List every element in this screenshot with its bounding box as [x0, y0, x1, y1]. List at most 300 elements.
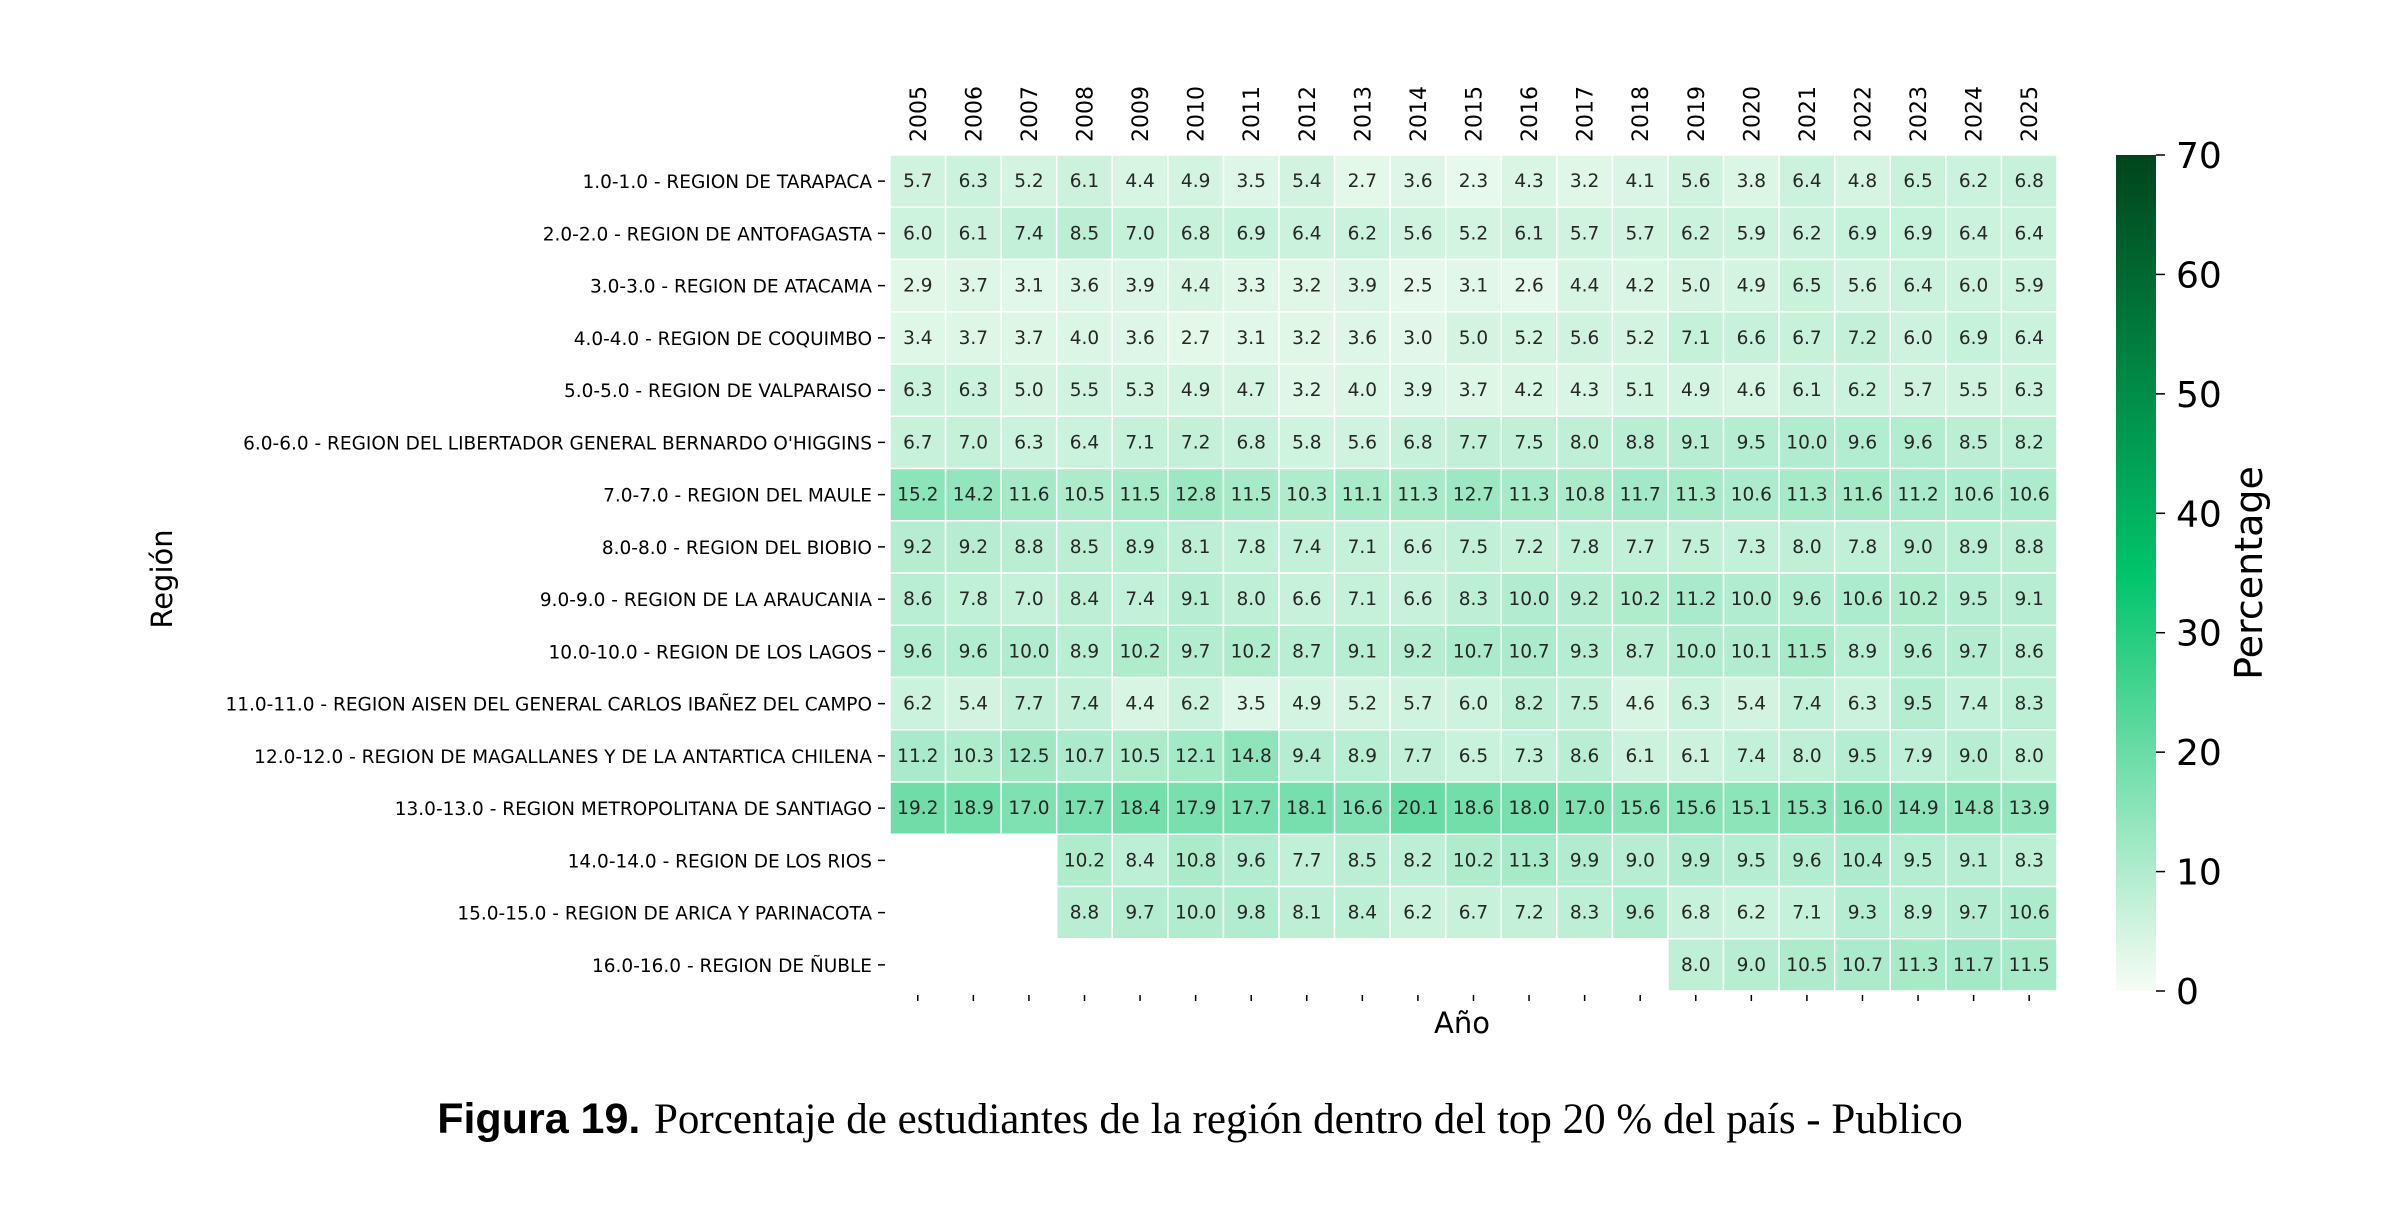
cell-value-label: 3.4 [903, 327, 933, 349]
cell-value-label: 11.6 [1008, 484, 1050, 506]
cell-value-label: 4.9 [1180, 171, 1211, 193]
cell-value-label: 11.2 [1897, 484, 1939, 506]
cell-value-label: 7.3 [1736, 536, 1767, 558]
cell-value-label: 4.4 [1180, 275, 1211, 297]
cell-value-label: 9.5 [1903, 850, 1933, 872]
cell-value-label: 6.8 [1236, 432, 1266, 454]
cell-value-label: 7.7 [1625, 536, 1655, 558]
cell-value-label: 8.3 [1569, 902, 1600, 924]
cell-value-label: 11.2 [1675, 589, 1717, 611]
cell-value-label: 17.7 [1063, 798, 1106, 820]
cell-value-label: 8.4 [1347, 902, 1378, 924]
x-tick-label: 2023 [1907, 86, 1933, 142]
x-tick-label: 2025 [2018, 86, 2044, 142]
cell-value-label: 8.0 [1569, 432, 1600, 454]
cell-value-label: 9.6 [1792, 589, 1822, 611]
y-tick-label: 13.0-13.0 - REGION METROPOLITANA DE SANTIAGO [394, 799, 872, 821]
x-tick-label: 2014 [1406, 86, 1432, 142]
cell-value-label: 7.4 [1736, 745, 1767, 767]
cell-value-label: 8.1 [1292, 902, 1322, 924]
cell-value-label: 8.2 [2014, 432, 2044, 454]
cell-value-label: 17.0 [1008, 798, 1050, 820]
cell-value-label: 8.3 [2014, 693, 2044, 715]
cell-value-label: 10.0 [1008, 641, 1050, 663]
cell-value-label: 6.2 [1792, 223, 1822, 245]
cell-value-label: 6.3 [958, 171, 989, 193]
cell-value-label: 6.1 [1514, 223, 1544, 245]
cell-value-label: 11.3 [1675, 484, 1717, 506]
cell-value-label: 6.0 [1958, 275, 1989, 297]
cell-value-label: 3.7 [1458, 380, 1489, 402]
y-tick-label: 3.0-3.0 - REGION DE ATACAMA [590, 276, 872, 298]
cell-value-label: 9.2 [903, 536, 933, 558]
cell-value-label: 8.5 [1069, 536, 1100, 558]
cell-value-label: 9.9 [1569, 850, 1600, 872]
cell-value-label: 9.5 [1736, 432, 1767, 454]
x-axis-title: Año [1434, 1006, 1490, 1040]
cell-value-label: 6.8 [2014, 171, 2044, 193]
cell-value-label: 9.6 [903, 641, 933, 663]
cell-value-label: 10.2 [1619, 589, 1661, 611]
x-tick-label: 2021 [1795, 86, 1821, 142]
cell-value-label: 7.3 [1514, 745, 1544, 767]
y-tick-label: 15.0-15.0 - REGION DE ARICA Y PARINACOTA [457, 903, 872, 925]
cell-value-label: 9.6 [1236, 850, 1266, 872]
cell-value-label: 5.4 [1736, 693, 1767, 715]
cell-value-label: 3.3 [1236, 275, 1266, 297]
cell-value-label: 6.9 [1236, 223, 1266, 245]
cell-value-label: 6.0 [1458, 693, 1489, 715]
colorbar-tick-label: 50 [2176, 374, 2222, 416]
cell-value-label: 9.7 [1958, 902, 1989, 924]
cell-value-label: 6.1 [1069, 171, 1100, 193]
cell-value-label: 6.1 [1625, 745, 1655, 767]
colorbar-tick-label: 70 [2176, 136, 2222, 177]
y-tick-label: 2.0-2.0 - REGION DE ANTOFAGASTA [542, 224, 872, 246]
cell-value-label: 8.0 [1681, 954, 1711, 976]
cell-value-label: 15.6 [1619, 798, 1661, 820]
cell-value-label: 3.6 [1403, 171, 1433, 193]
cell-value-label: 6.4 [2014, 223, 2044, 245]
cell-value-label: 7.4 [1125, 589, 1155, 611]
cell-value-label: 5.3 [1125, 380, 1155, 402]
cell-value-label: 8.5 [1958, 432, 1989, 454]
cell-value-label: 10.7 [1508, 641, 1550, 663]
x-tick-label: 2011 [1240, 86, 1266, 142]
cell-value-label: 17.0 [1564, 798, 1606, 820]
x-tick-label: 2018 [1629, 86, 1655, 142]
cell-value-label: 6.8 [1403, 432, 1433, 454]
cell-value-label: 2.3 [1458, 171, 1489, 193]
cell-value-label: 6.1 [1792, 380, 1822, 402]
y-axis-title: Región [145, 529, 179, 629]
cell-value-label: 12.1 [1175, 745, 1217, 767]
cell-value-label: 10.7 [1452, 641, 1495, 663]
cell-value-label: 9.3 [1847, 902, 1878, 924]
colorbar-tick-label: 40 [2176, 494, 2222, 536]
cell-value-label: 9.6 [1903, 641, 1933, 663]
cell-value-label: 4.0 [1069, 327, 1100, 349]
cell-value-label: 15.3 [1786, 798, 1828, 820]
cell-value-label: 9.2 [1403, 641, 1433, 663]
cell-value-label: 8.9 [1069, 641, 1100, 663]
cell-value-label: 11.5 [1230, 484, 1272, 506]
cell-value-label: 7.8 [958, 589, 989, 611]
cell-value-label: 6.2 [1180, 693, 1211, 715]
cell-value-label: 4.8 [1847, 171, 1878, 193]
cell-value-label: 9.7 [1958, 641, 1989, 663]
cell-value-label: 3.2 [1569, 171, 1600, 193]
x-tick-label: 2017 [1573, 86, 1599, 142]
cell-value-label: 6.3 [958, 380, 989, 402]
cell-value-label: 7.5 [1569, 693, 1600, 715]
cell-value-label: 7.9 [1903, 745, 1933, 767]
colorbar [2116, 155, 2156, 991]
cell-value-label: 5.6 [1847, 275, 1878, 297]
cell-value-label: 9.5 [1903, 693, 1933, 715]
cell-value-label: 7.0 [958, 432, 989, 454]
cell-value-label: 3.7 [958, 275, 989, 297]
cell-value-label: 9.8 [1236, 902, 1266, 924]
cell-value-label: 5.9 [2014, 275, 2044, 297]
cell-value-label: 8.6 [1569, 745, 1600, 767]
cell-value-label: 7.2 [1514, 902, 1544, 924]
cell-value-label: 9.5 [1958, 589, 1989, 611]
cell-value-label: 6.4 [1903, 275, 1933, 297]
cell-value-label: 5.7 [1625, 223, 1655, 245]
cell-value-label: 4.6 [1625, 693, 1655, 715]
cell-value-label: 4.9 [1180, 380, 1211, 402]
x-tick-label: 2007 [1017, 86, 1043, 142]
cell-value-label: 9.6 [1847, 432, 1878, 454]
cell-value-label: 8.8 [1625, 432, 1655, 454]
cell-value-label: 6.2 [1736, 902, 1767, 924]
cell-value-label: 19.2 [897, 798, 939, 820]
cell-value-label: 11.5 [1119, 484, 1161, 506]
cell-value-label: 11.6 [1841, 484, 1884, 506]
cell-value-label: 8.0 [1792, 745, 1822, 767]
cell-value-label: 7.7 [1292, 850, 1322, 872]
cell-value-label: 7.0 [1014, 589, 1044, 611]
cell-value-label: 3.2 [1292, 380, 1322, 402]
cell-value-label: 8.5 [1347, 850, 1378, 872]
cell-value-label: 10.6 [2008, 484, 2050, 506]
cell-value-label: 10.7 [1063, 745, 1106, 767]
cell-value-label: 6.4 [1792, 171, 1822, 193]
cell-value-label: 3.8 [1736, 171, 1767, 193]
cell-value-label: 10.1 [1730, 641, 1772, 663]
cell-value-label: 4.4 [1569, 275, 1600, 297]
cell-value-label: 5.7 [1569, 223, 1600, 245]
y-tick-label: 4.0-4.0 - REGION DE COQUIMBO [573, 328, 872, 350]
cell-value-label: 9.9 [1681, 850, 1711, 872]
cell-value-label: 7.1 [1681, 327, 1711, 349]
cell-value-label: 5.0 [1681, 275, 1711, 297]
cell-value-label: 2.5 [1403, 275, 1433, 297]
cell-value-label: 8.1 [1180, 536, 1211, 558]
cell-value-label: 14.8 [1230, 745, 1272, 767]
cell-value-label: 9.6 [958, 641, 989, 663]
cell-value-label: 5.7 [1903, 380, 1933, 402]
colorbar-ticks [2156, 136, 2222, 1013]
cell-value-label: 3.1 [1014, 275, 1044, 297]
cell-value-label: 10.8 [1564, 484, 1606, 506]
cell-value-label: 8.0 [1236, 589, 1266, 611]
cell-value-label: 4.4 [1125, 171, 1155, 193]
cell-value-label: 9.1 [1180, 589, 1211, 611]
cell-value-label: 10.6 [1953, 484, 1995, 506]
cell-value-label: 3.2 [1292, 275, 1322, 297]
cell-value-label: 10.5 [1786, 954, 1828, 976]
cell-value-label: 4.6 [1736, 380, 1767, 402]
cell-value-label: 6.3 [903, 380, 933, 402]
x-tick-label: 2010 [1184, 86, 1210, 142]
cell-value-label: 13.9 [2008, 798, 2050, 820]
cell-value-label: 20.1 [1397, 798, 1439, 820]
cell-value-label: 7.4 [1958, 693, 1989, 715]
x-tick-label: 2019 [1684, 86, 1710, 142]
cell-value-label: 10.3 [1286, 484, 1328, 506]
cell-value-label: 5.2 [1014, 171, 1044, 193]
cell-value-label: 9.1 [1347, 641, 1378, 663]
cell-value-label: 2.7 [1347, 171, 1378, 193]
cell-value-label: 9.2 [958, 536, 989, 558]
cell-value-label: 5.2 [1514, 327, 1544, 349]
cell-value-label: 2.9 [903, 275, 933, 297]
cell-value-label: 8.9 [1125, 536, 1155, 558]
cell-value-label: 6.3 [1847, 693, 1878, 715]
cell-value-label: 3.6 [1347, 327, 1378, 349]
cell-value-label: 7.7 [1403, 745, 1433, 767]
cell-value-label: 7.4 [1292, 536, 1322, 558]
cell-value-label: 10.4 [1841, 850, 1884, 872]
cell-value-label: 7.7 [1014, 693, 1044, 715]
cell-value-label: 6.2 [903, 693, 933, 715]
cell-value-label: 2.7 [1180, 327, 1211, 349]
cell-value-label: 8.2 [1403, 850, 1433, 872]
cell-value-label: 7.2 [1180, 432, 1211, 454]
cell-value-label: 5.6 [1347, 432, 1378, 454]
cell-value-label: 6.0 [903, 223, 933, 245]
cell-value-label: 3.1 [1236, 327, 1266, 349]
cell-value-label: 10.2 [1897, 589, 1939, 611]
cell-value-label: 5.5 [1958, 380, 1989, 402]
cell-value-label: 11.3 [1786, 484, 1828, 506]
cell-value-label: 4.7 [1236, 380, 1266, 402]
cell-value-label: 9.7 [1180, 641, 1211, 663]
cell-value-label: 6.7 [1458, 902, 1489, 924]
cell-value-label: 9.4 [1292, 745, 1322, 767]
cell-value-label: 14.2 [952, 484, 994, 506]
cell-value-label: 7.1 [1347, 589, 1378, 611]
y-tick-label: 7.0-7.0 - REGION DEL MAULE [603, 485, 872, 507]
y-axis-ticks [225, 172, 885, 977]
cell-value-label: 17.9 [1175, 798, 1217, 820]
cell-value-label: 3.7 [958, 327, 989, 349]
cell-value-label: 4.3 [1514, 171, 1544, 193]
cell-value-label: 8.9 [1903, 902, 1933, 924]
cell-value-label: 5.1 [1625, 380, 1655, 402]
cell-value-label: 8.7 [1625, 641, 1655, 663]
cell-value-label: 6.9 [1958, 327, 1989, 349]
cell-value-label: 18.9 [952, 798, 994, 820]
colorbar-tick-label: 10 [2176, 852, 2222, 894]
cell-value-label: 3.9 [1347, 275, 1378, 297]
cell-value-label: 10.2 [1119, 641, 1161, 663]
cell-value-label: 14.9 [1897, 798, 1939, 820]
cell-value-label: 5.0 [1458, 327, 1489, 349]
cell-value-label: 8.8 [1014, 536, 1044, 558]
cell-value-label: 6.8 [1180, 223, 1211, 245]
cell-value-label: 6.6 [1403, 589, 1433, 611]
cell-value-label: 3.2 [1292, 327, 1322, 349]
cell-value-label: 16.0 [1841, 798, 1884, 820]
figure-label: Figura 19. [437, 1095, 641, 1143]
cell-value-label: 10.6 [2008, 902, 2050, 924]
cell-value-label: 6.4 [1292, 223, 1322, 245]
cell-value-label: 9.1 [1958, 850, 1989, 872]
cell-value-label: 4.3 [1569, 380, 1600, 402]
cell-value-label: 8.7 [1292, 641, 1322, 663]
cell-value-label: 5.2 [1625, 327, 1655, 349]
cell-value-label: 9.6 [1903, 432, 1933, 454]
cell-value-label: 11.3 [1508, 850, 1550, 872]
x-tick-label: 2015 [1462, 86, 1488, 142]
cell-value-label: 18.4 [1119, 798, 1161, 820]
cell-value-label: 7.5 [1514, 432, 1544, 454]
cell-value-label: 11.3 [1397, 484, 1439, 506]
cell-value-label: 3.7 [1014, 327, 1044, 349]
cell-value-label: 7.7 [1458, 432, 1489, 454]
cell-value-label: 7.1 [1125, 432, 1155, 454]
y-tick-label: 16.0-16.0 - REGION DE ÑUBLE [592, 955, 872, 977]
x-tick-label: 2008 [1073, 86, 1099, 142]
figure-caption-text: Porcentaje de estudiantes de la región dentro del top 20 % del país - Publico [654, 1096, 1963, 1143]
cell-value-label: 18.6 [1452, 798, 1495, 820]
cell-value-label: 5.8 [1292, 432, 1322, 454]
cell-value-label: 6.3 [1681, 693, 1711, 715]
y-tick-label: 8.0-8.0 - REGION DEL BIOBIO [601, 537, 872, 559]
cell-value-label: 3.5 [1236, 171, 1266, 193]
cell-value-label: 5.4 [1292, 171, 1322, 193]
cell-value-label: 9.6 [1625, 902, 1655, 924]
cell-value-label: 5.0 [1014, 380, 1044, 402]
colorbar-tick-label: 0 [2176, 972, 2199, 1013]
cell-value-label: 6.7 [1792, 327, 1822, 349]
x-tick-label: 2006 [962, 86, 988, 142]
cell-value-label: 6.4 [2014, 327, 2044, 349]
cell-value-label: 9.2 [1569, 589, 1600, 611]
y-tick-label: 11.0-11.0 - REGION AISEN DEL GENERAL CARLOS IBAÑEZ DEL CAMPO [225, 694, 872, 716]
cell-value-label: 3.6 [1069, 275, 1100, 297]
cell-value-label: 8.9 [1958, 536, 1989, 558]
x-tick-label: 2022 [1851, 86, 1877, 142]
cell-value-label: 7.1 [1347, 536, 1378, 558]
cell-value-label: 6.2 [1958, 171, 1989, 193]
cell-value-label: 8.9 [1347, 745, 1378, 767]
cell-value-label: 11.1 [1341, 484, 1383, 506]
cell-value-label: 8.8 [1069, 902, 1100, 924]
y-tick-label: 5.0-5.0 - REGION DE VALPARAISO [564, 381, 872, 403]
cell-value-label: 6.3 [2014, 380, 2044, 402]
cell-value-label: 6.4 [1958, 223, 1989, 245]
cell-value-label: 12.8 [1175, 484, 1217, 506]
cell-value-label: 8.9 [1847, 641, 1878, 663]
cell-value-label: 6.0 [1903, 327, 1933, 349]
cell-value-label: 10.3 [952, 745, 994, 767]
y-tick-label: 9.0-9.0 - REGION DE LA ARAUCANIA [539, 590, 872, 612]
cell-value-label: 6.3 [1014, 432, 1044, 454]
cell-value-label: 8.8 [2014, 536, 2044, 558]
cell-value-label: 11.3 [1897, 954, 1939, 976]
cell-value-label: 11.7 [1619, 484, 1661, 506]
x-tick-label: 2013 [1351, 86, 1377, 142]
cell-value-label: 10.2 [1452, 850, 1495, 872]
cell-value-label: 10.6 [1841, 589, 1884, 611]
colorbar-tick-label: 30 [2176, 613, 2222, 655]
cell-value-label: 11.2 [897, 745, 939, 767]
cell-value-label: 5.5 [1069, 380, 1100, 402]
cell-value-label: 5.9 [1736, 223, 1767, 245]
cell-value-label: 6.7 [903, 432, 933, 454]
cell-value-label: 8.6 [903, 589, 933, 611]
cell-value-label: 6.1 [1681, 745, 1711, 767]
colorbar-tick-label: 20 [2176, 733, 2222, 775]
y-tick-label: 6.0-6.0 - REGION DEL LIBERTADOR GENERAL BERNARDO O'HIGGINS [243, 433, 872, 455]
cell-value-label: 12.7 [1452, 484, 1495, 506]
cell-value-label: 8.2 [1514, 693, 1544, 715]
cell-value-label: 9.3 [1569, 641, 1600, 663]
cell-value-label: 4.2 [1514, 380, 1544, 402]
cell-value-label: 6.4 [1069, 432, 1100, 454]
cell-value-label: 7.5 [1681, 536, 1711, 558]
cell-value-label: 5.6 [1403, 223, 1433, 245]
cell-value-label: 9.7 [1125, 902, 1155, 924]
cell-value-label: 4.0 [1347, 380, 1378, 402]
cell-value-label: 8.4 [1069, 589, 1100, 611]
cell-value-label: 5.6 [1569, 327, 1600, 349]
cell-value-label: 5.7 [1403, 693, 1433, 715]
cell-value-label: 3.5 [1236, 693, 1266, 715]
cell-value-label: 9.0 [1625, 850, 1655, 872]
cell-value-label: 6.6 [1292, 589, 1322, 611]
cell-value-label: 8.0 [1792, 536, 1822, 558]
cell-value-label: 11.3 [1508, 484, 1550, 506]
cell-value-label: 10.2 [1230, 641, 1272, 663]
cell-value-label: 10.7 [1841, 954, 1884, 976]
cell-value-label: 9.6 [1792, 850, 1822, 872]
cell-value-label: 7.0 [1125, 223, 1155, 245]
cell-value-label: 7.8 [1569, 536, 1600, 558]
cell-value-label: 7.2 [1514, 536, 1544, 558]
y-tick-label: 14.0-14.0 - REGION DE LOS RIOS [567, 851, 872, 873]
cell-value-label: 6.6 [1403, 536, 1433, 558]
cell-value-label: 14.8 [1953, 798, 1995, 820]
cell-value-label: 7.1 [1792, 902, 1822, 924]
cell-value-label: 4.9 [1681, 380, 1711, 402]
cell-value-label: 3.9 [1403, 380, 1433, 402]
cell-value-label: 3.0 [1403, 327, 1433, 349]
cell-value-label: 8.0 [2014, 745, 2044, 767]
cell-value-label: 5.4 [958, 693, 989, 715]
heatmap-cells [890, 155, 2057, 991]
x-tick-label: 2009 [1129, 86, 1155, 142]
cell-value-label: 15.2 [897, 484, 939, 506]
cell-value-label: 6.2 [1847, 380, 1878, 402]
cell-value-label: 5.6 [1681, 171, 1711, 193]
cell-value-label: 9.1 [2014, 589, 2044, 611]
cell-value-label: 17.7 [1230, 798, 1272, 820]
